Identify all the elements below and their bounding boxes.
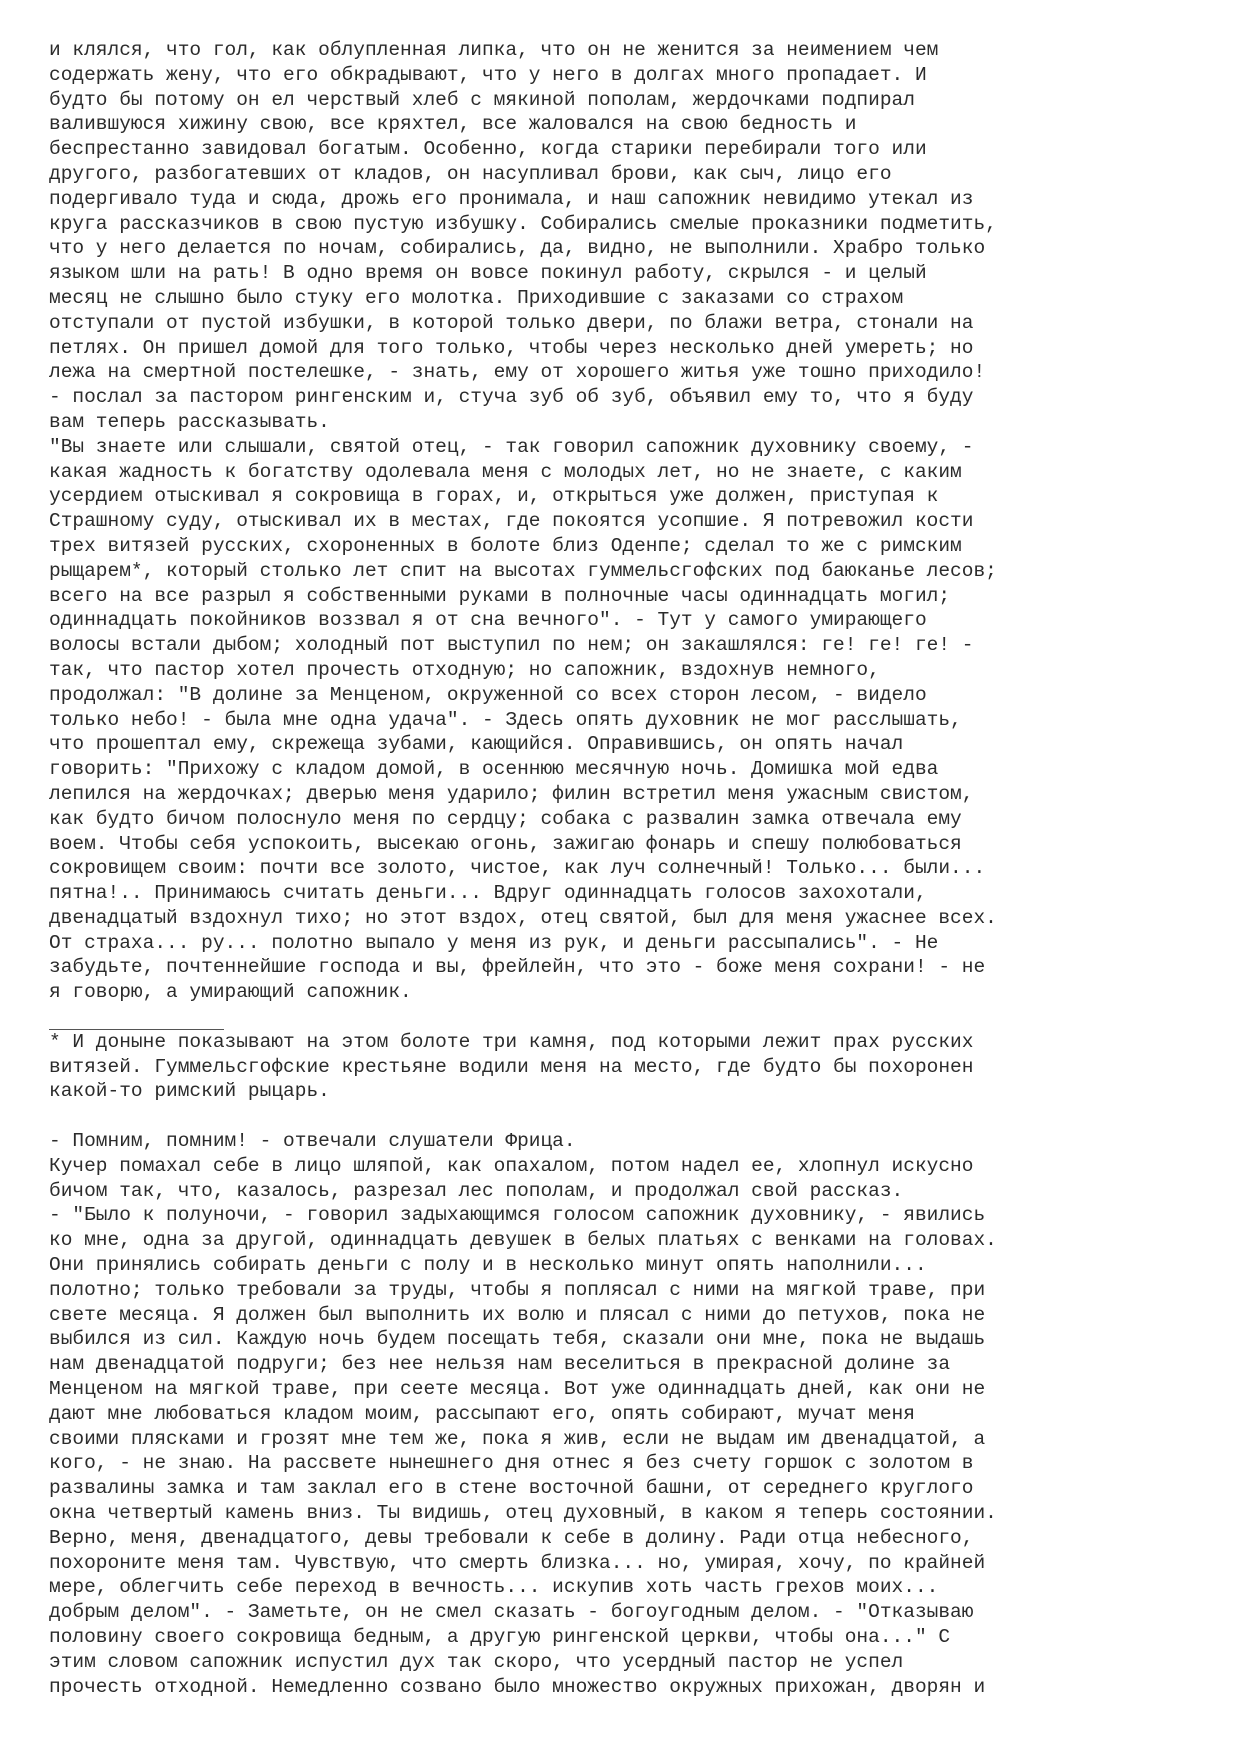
text-line: половину своего сокровища бедным, а другую рингенской церкви, чтобы она..." С xyxy=(49,1626,951,1648)
text-line: Страшному суду, отыскивал их в местах, где покоятся усопшие. Я потревожил кости xyxy=(49,510,974,533)
text-line: всего на все разрыл я собственными руками в полночные часы одиннадцать могил; xyxy=(49,584,951,607)
text-line: что прошептал ему, скрежеща зубами, кающийся. Оправившись, он опять начал xyxy=(49,733,904,756)
text-line: прочесть отходной. Немедленно созвано было множество окружных прихожан, дворян и xyxy=(49,1675,986,1698)
text-line: этим словом сапожник испустил дух так скоро, что усердный пастор не успел xyxy=(49,1650,904,1673)
text-line: двенадцатый вздохнул тихо; но этот вздох, отец святой, был для меня ужаснее всех. xyxy=(49,906,997,929)
text-line: Верно, меня, двенадцатого, девы требовали к себе в долину. Ради отца небесного, xyxy=(49,1526,974,1549)
text-line: Менценом на мягкой траве, при сеете месяца. Вот уже одиннадцать дней, как они не xyxy=(49,1378,986,1401)
text-line: так, что пастор хотел прочесть отходную; но сапожник, вздохнув немного, xyxy=(49,658,880,681)
text-line: я говорю, а умирающий сапожник. xyxy=(49,981,412,1004)
text-line: своими плясками и грозят мне тем же, пока я жив, если не выдам им двенадцатой, а xyxy=(49,1427,986,1450)
text-line: полотно; только требовали за труды, чтобы я поплясал с ними на мягкой траве, при xyxy=(49,1278,986,1301)
footnote-divider xyxy=(49,1005,224,1030)
text-line: говорить: "Прихожу с кладом домой, в осеннюю месячную ночь. Домишка мой едва xyxy=(49,758,939,781)
text-line: что у него делается по ночам, собирались, да, видно, не выполнили. Храбро только xyxy=(49,237,986,260)
text-line: усердием отыскивал я сокровища в горах, и, открыться уже должен, приступая к xyxy=(49,485,939,508)
text-line: воем. Чтобы себя успокоить, высекаю огонь, зажигаю фонарь и спешу полюбоваться xyxy=(49,832,962,855)
text-line: языком шли на рать! В одно время он вовсе покинул работу, скрылся - и целый xyxy=(49,262,927,285)
text-line: "Вы знаете или слышали, святой отец, - так говорил сапожник духовнику своему, - xyxy=(49,435,974,458)
text-line: - "Было к полуночи, - говорил задыхающимся голосом сапожник духовнику, - явились xyxy=(49,1204,986,1227)
text-line: добрым делом". - Заметьте, он не смел сказать - богоугодным делом. - "Отказываю xyxy=(49,1601,974,1624)
text-line: только небо! - была мне одна удача". - Здесь опять духовник не мог расслышать, xyxy=(49,708,962,731)
main-text xyxy=(49,38,1202,1005)
text-line: отступали от пустой избушки, в которой только двери, по блажи ветра, стонали на xyxy=(49,311,974,334)
text-line: нам двенадцатой подруги; без нее нельзя нам веселиться в прекрасной долине за xyxy=(49,1353,951,1376)
text-line: ко мне, одна за другой, одиннадцать девушек в белых платьях с венками на головах. xyxy=(49,1229,997,1252)
text-line: - послал за пастором рингенским и, стуча зуб об зуб, объявил ему то, что я буду xyxy=(49,386,974,409)
text-line: Они принялись собирать деньги с полу и в несколько минут опять наполнили... xyxy=(49,1254,927,1277)
text-line: трех витязей русских, схороненных в болоте близ Оденпе; сделал то же с римским xyxy=(49,534,962,557)
text-line: и клялся, что гол, как облупленная липка, что он не женится за неимением чем xyxy=(49,39,939,61)
text-line: рыщарем*, который столько лет спит на высотах гуммельсгофских под баюканье лесов; xyxy=(49,559,997,582)
text-line: лепился на жердочках; дверью меня ударило; филин встретил меня ужасным свистом, xyxy=(49,782,974,805)
footnote xyxy=(49,1030,1202,1104)
text-line: как будто бичом полоснуло меня по сердцу; собака с развалин замка отвечала ему xyxy=(49,807,962,830)
continuation-text xyxy=(49,1129,1202,1699)
text-line: лежа на смертной постелешке, - знать, ему от хорошего житья уже тошно приходило! xyxy=(49,361,986,384)
text-line: вам теперь рассказывать. xyxy=(49,410,330,433)
text-line: свете месяца. Я должен был выполнить их волю и плясал с ними до петухов, пока не xyxy=(49,1303,986,1326)
footnote-line: * И доныне показывают на этом болоте три камня, под которыми лежит прах русских xyxy=(49,1030,974,1053)
text-line: какая жадность к богатству одолевала меня с молодых лет, но не знаете, с каким xyxy=(49,460,962,483)
footnote-line: витязей. Гуммельсгофские крестьяне водили меня на место, где будто бы похоронен xyxy=(49,1055,974,1078)
text-line: окна четвертый камень вниз. Ты видишь, отец духовный, в каком я теперь состоянии. xyxy=(49,1502,997,1525)
text-line: дают мне любоваться кладом моим, рассыпают его, опять собирают, мучат меня xyxy=(49,1402,915,1425)
text-line: будто бы потому он ел черствый хлеб с мякиной пополам, жердочками подпирал xyxy=(49,88,915,111)
footnote-line: какой-то римский рыцарь. xyxy=(49,1080,330,1103)
text-line: месяц не слышно было стуку его молотка. Приходившие с заказами со страхом xyxy=(49,286,904,309)
text-line: пятна!.. Принимаюсь считать деньги... Вдруг одиннадцать голосов захохотали, xyxy=(49,882,927,905)
text-line: содержать жену, что его обкрадывают, что у него в долгах много пропадает. И xyxy=(49,63,927,86)
text-line: петлях. Он пришел домой для того только, чтобы через несколько дней умереть; но xyxy=(49,336,974,359)
text-line: Кучер помахал себе в лицо шляпой, как опахалом, потом надел ее, хлопнул искусно xyxy=(49,1154,974,1177)
text-line: беспрестанно завидовал богатым. Особенно, когда старики перебирали того или xyxy=(49,138,927,161)
text-line: продолжал: "В долине за Менценом, окруженной со всех сторон лесом, - видело xyxy=(49,683,927,706)
text-line: похороните меня там. Чувствую, что смерть близка... но, умирая, хочу, по крайней xyxy=(49,1551,986,1574)
text-line: забудьте, почтеннейшие господа и вы, фрейлейн, что это - боже меня сохрани! - не xyxy=(49,956,986,979)
text-line: волосы встали дыбом; холодный пот выступил по нем; он закашлялся: ге! ге! ге! - xyxy=(49,634,974,657)
text-line: кого, - не знаю. На рассвете нынешнего дня отнес я без счету горшок с золотом в xyxy=(49,1452,974,1475)
text-line: мере, облегчить себе переход в вечность... искупив хоть часть грехов моих... xyxy=(49,1576,939,1599)
text-line: подергивало туда и сюда, дрожь его пронимала, и наш сапожник невидимо утекал из xyxy=(49,187,974,210)
text-line: другого, разбогатевших от кладов, он насупливал брови, как сыч, лицо его xyxy=(49,162,892,185)
text-line: бичом так, что, казалось, разрезал лес пополам, и продолжал свой рассказ. xyxy=(49,1179,904,1202)
text-line: выбился из сил. Каждую ночь будем посещать тебя, сказали они мне, пока не выдашь xyxy=(49,1328,986,1351)
blank-line xyxy=(49,1104,1202,1129)
text-line: сокровищем своим: почти все золото, чистое, как луч солнечный! Только... были... xyxy=(49,857,986,880)
text-line: круга рассказчиков в свою пустую избушку. Собирались смелые проказники подметить, xyxy=(49,212,997,235)
text-line: валившуюся хижину свою, все кряхтел, все жаловался на свою бедность и xyxy=(49,113,857,136)
text-line: От страха... ру... полотно выпало у меня из рук, и деньги рассыпались". - Не xyxy=(49,931,939,954)
text-line: развалины замка и там заклал его в стене восточной башни, от середнего круглого xyxy=(49,1477,974,1500)
text-line: - Помним, помним! - отвечали слушатели Фрица. xyxy=(49,1130,576,1153)
text-line: одиннадцать покойников воззвал я от сна вечного". - Тут у самого умирающего xyxy=(49,609,927,632)
